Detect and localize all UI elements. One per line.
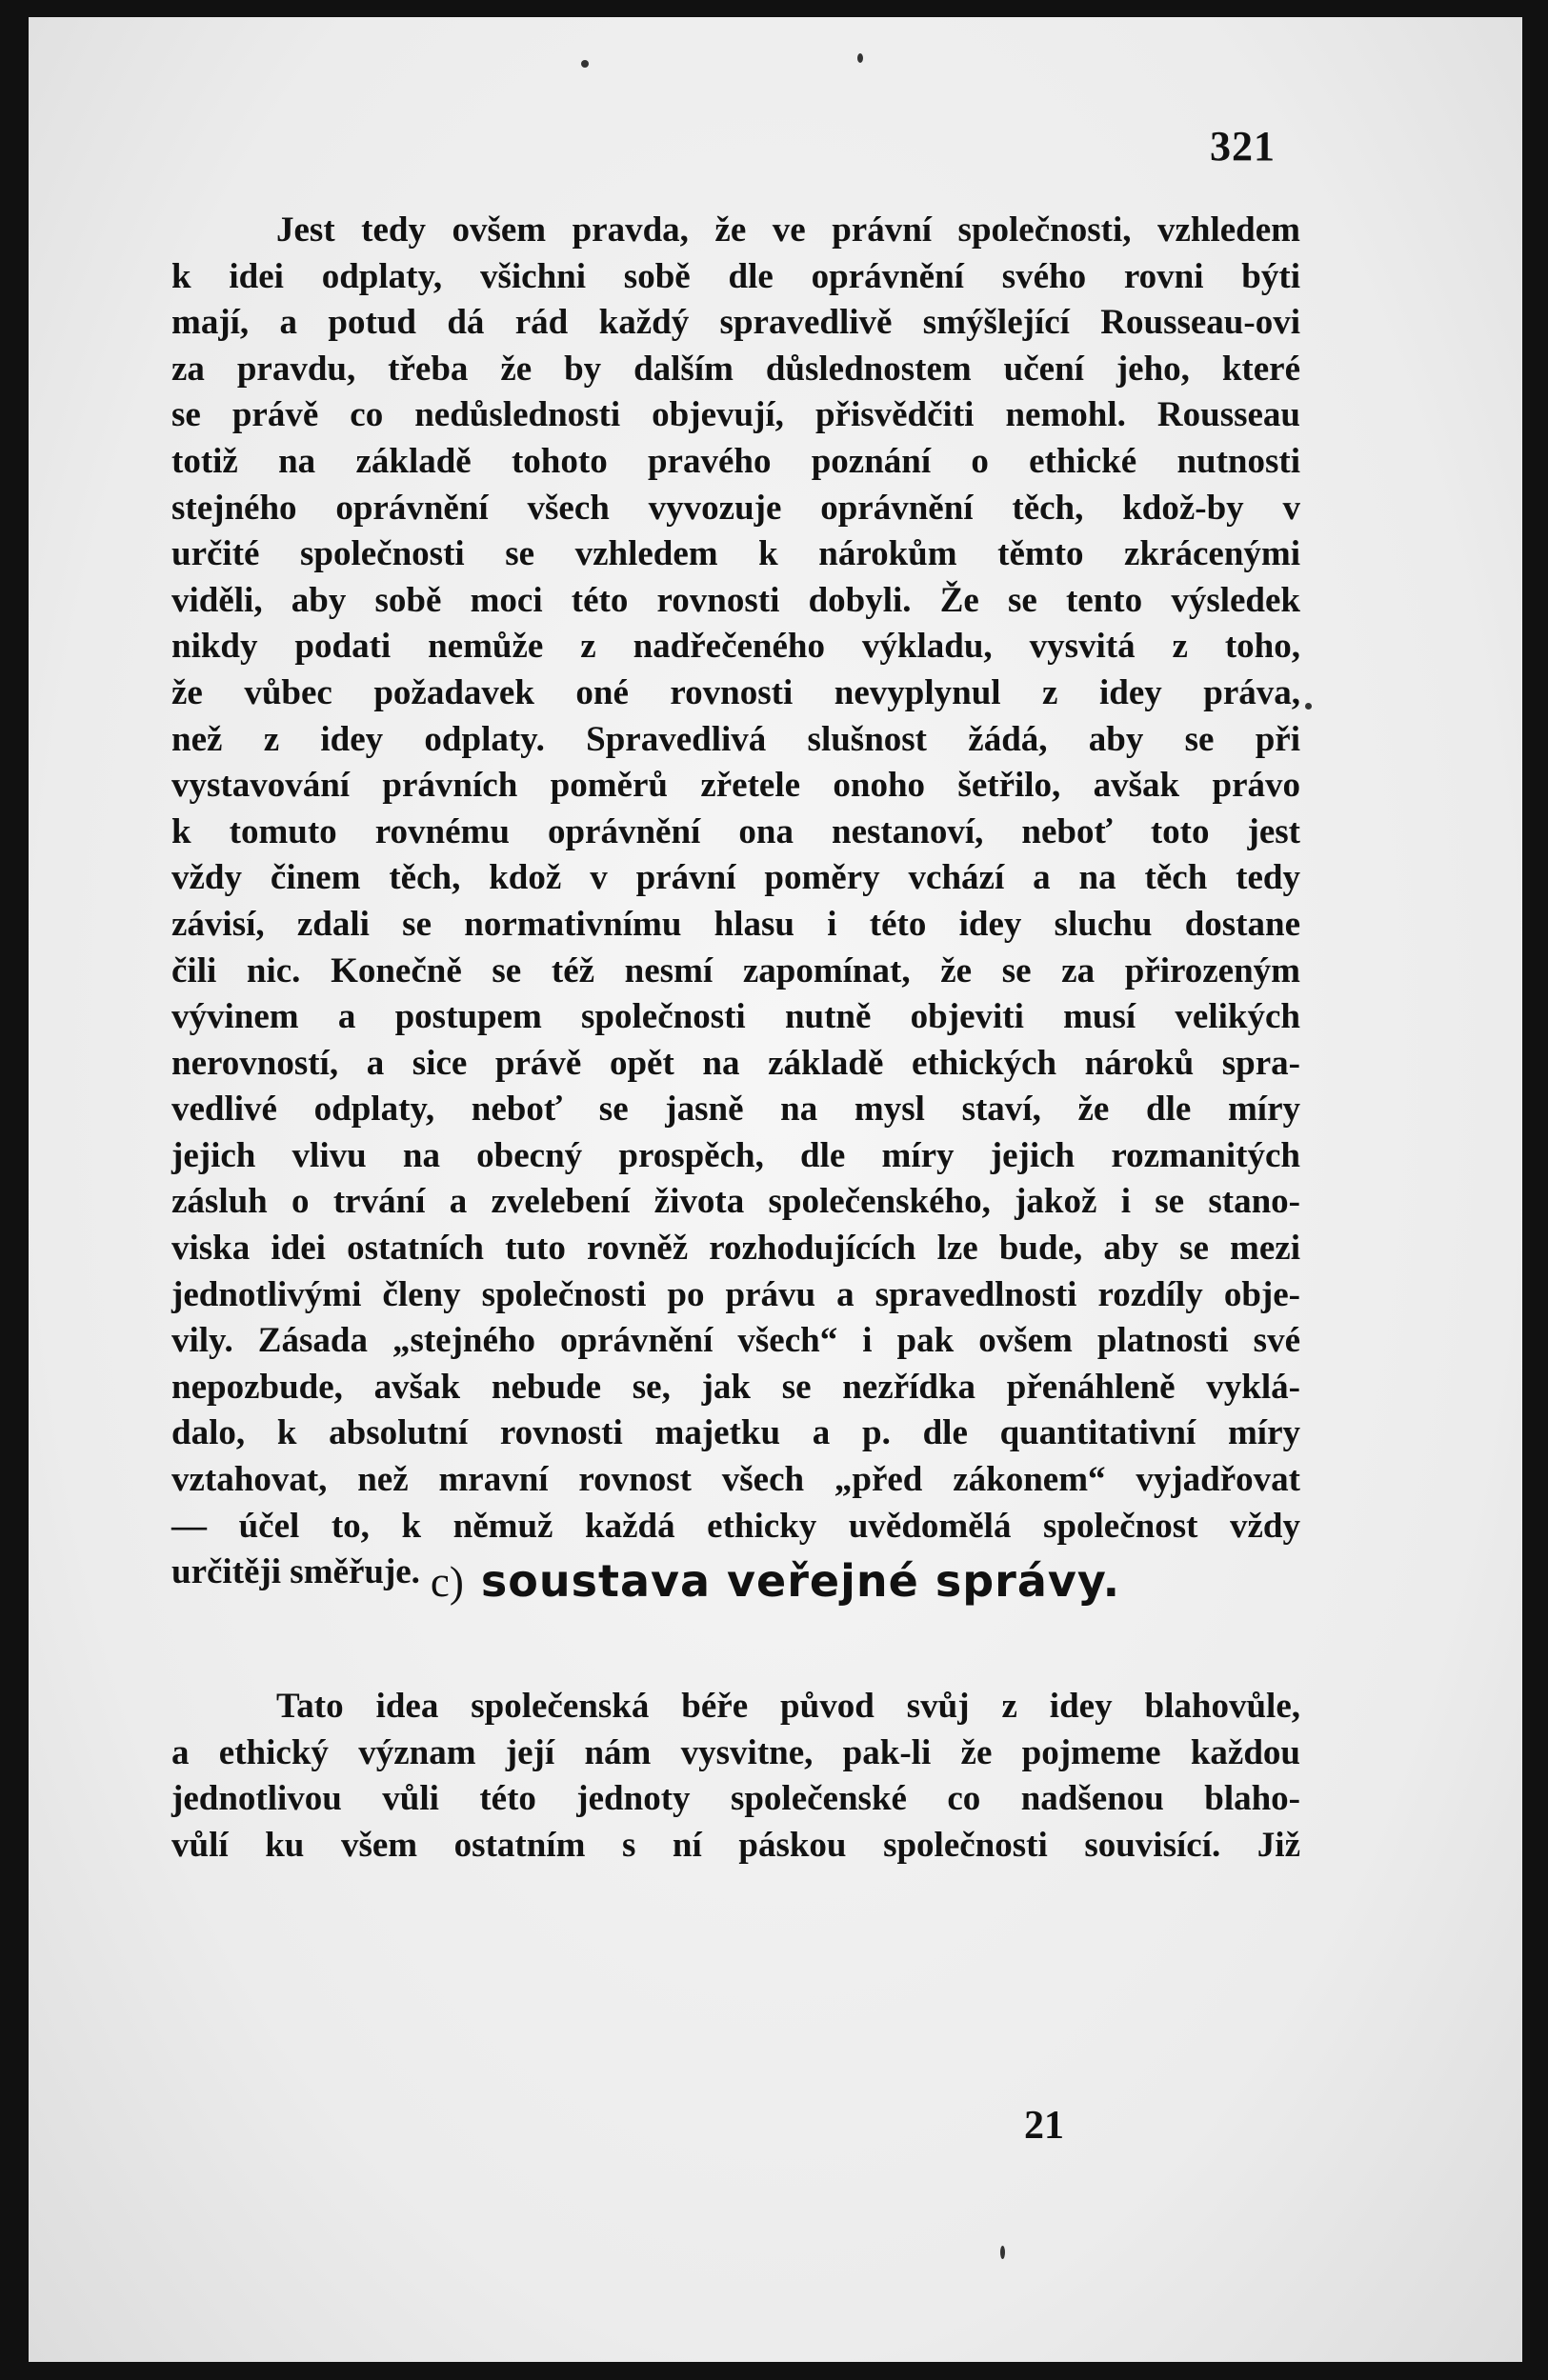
text-line: vedlivé odplaty, neboť se jasně na mysl staví, že dle míry [171,1090,1300,1130]
text-line: za pravdu, třeba že by dalším důslednostem učení jeho, které [171,349,1300,389]
text-line: k idei odplaty, všichni sobě dle oprávnění svého rovni býti [171,256,1300,296]
section-title: soustava veřejné správy. [480,1555,1121,1607]
text-line: Jest tedy ovšem pravda, že ve právní společnosti, vzhledem [276,210,1300,250]
text-line: viska idei ostatních tuto rovněž rozhodujících lze bude, aby se mezi [171,1229,1300,1269]
text-line: vztahovat, než mravní rovnost všech „před zákonem“ vyjadřovat [171,1460,1300,1500]
text-line: a ethický význam její nám vysvitne, pak-li že pojmeme každou [171,1732,1300,1772]
text-line: Tato idea společenská béře původ svůj z idey blahovůle, [276,1687,1300,1726]
text-line: jejich vlivu na obecný prospěch, dle míry jejich rozmanitých [171,1135,1300,1175]
text-line: se právě co nedůslednosti objevují, přisvědčiti nemohl. Rousseau [171,395,1300,435]
section-letter: c) [430,1558,464,1606]
text-line: viděli, aby sobě moci této rovnosti dobyli. Že se tento výsledek [171,580,1300,620]
text-line: zásluh o trvání a zvelebení života společenského, jakož i se stano- [171,1182,1300,1222]
text-line: mají, a potud dá rád každý spravedlivě smýšlející Rousseau-ovi [171,303,1300,343]
scan-speck [857,53,863,63]
book-page [29,17,1522,2362]
text-line: že vůbec požadavek oné rovnosti nevyplynul z idey práva, [171,672,1300,712]
text-line: jednotlivou vůli této jednoty společenské co nadšenou blaho- [171,1779,1300,1819]
scan-speck [1305,703,1312,710]
text-line: stejného oprávnění všech vyvozuje oprávnění těch, kdož-by v [171,488,1300,528]
text-line: určité společnosti se vzhledem k nárokům těmto zkrácenými [171,534,1300,574]
text-line: — účel to, k němuž každá ethicky uvědomělá společnost vždy [171,1506,1300,1546]
text-line: vůlí ku všem ostatním s ní páskou společnosti souvisící. Již [171,1825,1300,1865]
text-line: závisí, zdali se normativnímu hlasu i této idey sluchu dostane [171,904,1300,944]
text-line: čili nic. Konečně se též nesmí zapomínat, že se za přirozeným [171,950,1300,990]
text-line: nerovností, a sice právě opět na základě ethických nároků spra- [171,1043,1300,1083]
text-line: než z idey odplaty. Spravedlivá slušnost žádá, aby se při [171,719,1300,759]
scan-speck [581,60,589,68]
text-line: dalo, k absolutní rovnosti majetku a p. dle quantitativní míry [171,1413,1300,1453]
page-number: 321 [1210,123,1276,170]
paragraph-2 [171,1684,1300,1869]
signature-mark: 21 [1024,2104,1064,2148]
text-line: určitěji směřuje. [171,1552,420,1592]
text-line: k tomuto rovnému oprávnění ona nestanoví, neboť toto jest [171,811,1300,851]
text-line: nepozbude, avšak nebude se, jak se nezřídka přenáhleně vyklá- [171,1367,1300,1407]
text-line: vystavování právních poměrů zřetele onoho šetřilo, avšak právo [171,766,1300,806]
text-line: totiž na základě tohoto pravého poznání o ethické nutnosti [171,441,1300,481]
text-line: vily. Zásada „stejného oprávnění všech“ i pak ovšem platnosti své [171,1321,1300,1361]
paragraph-1 [171,208,1300,1596]
text-line: vždy činem těch, kdož v právní poměry vchází a na těch tedy [171,858,1300,898]
scan-speck [1000,2246,1005,2259]
text-line: vývinem a postupem společnosti nutně objeviti musí velikých [171,997,1300,1037]
text-line: nikdy podati nemůže z nadřečeného výkladu, vysvitá z toho, [171,627,1300,667]
text-line: jednotlivými členy společnosti po právu a spravedlnosti rozdíly obje- [171,1274,1300,1314]
section-heading [29,1555,1522,1607]
